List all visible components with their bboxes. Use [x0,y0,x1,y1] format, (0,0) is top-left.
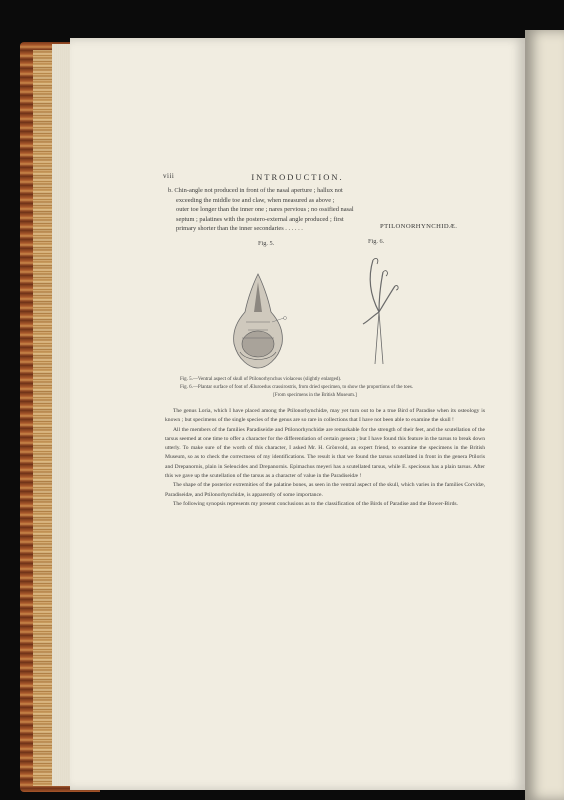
key-entry [168,186,376,234]
paragraph: The genus Loria, which I have placed among the Ptilonorhynchidæ, may yet turn out to be a true Bird of Paradise when its osteology is known ; but specimens of the single species of the genus are so rare in collections that I have not been able to examine the skull ! [165,408,485,424]
fig5-label: Fig. 5. [258,240,275,247]
paragraph: The shape of the posterior extremities of the palatine bones, as seen in the ventral aspect of the skull, which varies in the families Corvidæ, Paradiseidæ, and Ptilonorhynchidæ, is apparently of some importance. [165,482,485,498]
body-text [165,407,485,509]
key-line: primary shorter than the inner secondaries . . . . . . [176,225,303,233]
fig6-label: Fig. 6. [368,238,385,245]
key-line: b. Chin-angle not produced in front of the nasal aperture ; hallux not [168,187,343,194]
key-line: exceeding the middle toe and claw, when measured as above ; [176,196,335,204]
key-line: septum ; palatines with the postero-external angle produced ; first [176,215,344,223]
paragraph: All the members of the families Paradiseidæ and Ptilonorhynchidæ are remarkable for the strength of their feet, and the scutellation of the tarsus seemed at one time to offer a character for the differentiation of certain genera ; but I have found this feature in the tarsus to break down utterly. To make sure of the worth of this character, I asked Mr. H. Grönvold, an expert friend, to examine the specimens in the British Museum, so as to check the correctness of my identifications. The result is that we found the tarsus scutellated in front in the genera Ptiloris and Drepanornis, plain in Seleucides and Drepanornis. Epimachus meyeri has a scutellated tarsus, while E. speciosus has a plain tarsus. After this we gave up the scutellation of the tarsus as a character of value in the Paradiseidæ ! [165,426,485,480]
facing-page-edge [525,30,564,800]
page-number: viii [163,172,175,180]
family-name: PTILONORHYNCHIDÆ. [380,223,458,230]
foot-illustration [353,252,403,367]
caption-fig5: Fig. 5.—Ventral aspect of skull of Ptilonorhynchus violaceus (slightly enlarged). [180,377,342,382]
paragraph: The following synopsis represents my present conclusions as to the classification of the Birds of Paradise and the Bower-Birds. [173,500,458,507]
caption-source: [From specimens in the British Museum.] [273,393,357,398]
skull-illustration [218,272,298,370]
key-line: outer toe longer than the inner one ; nares pervious ; no ossified nasal [176,206,354,214]
caption-fig6: Fig. 6.—Plantar surface of foot of Æluroedus crassirostris, from dried specimen, to show the proportions of the toes. [180,385,414,390]
running-title: INTRODUCTION. [251,172,344,182]
